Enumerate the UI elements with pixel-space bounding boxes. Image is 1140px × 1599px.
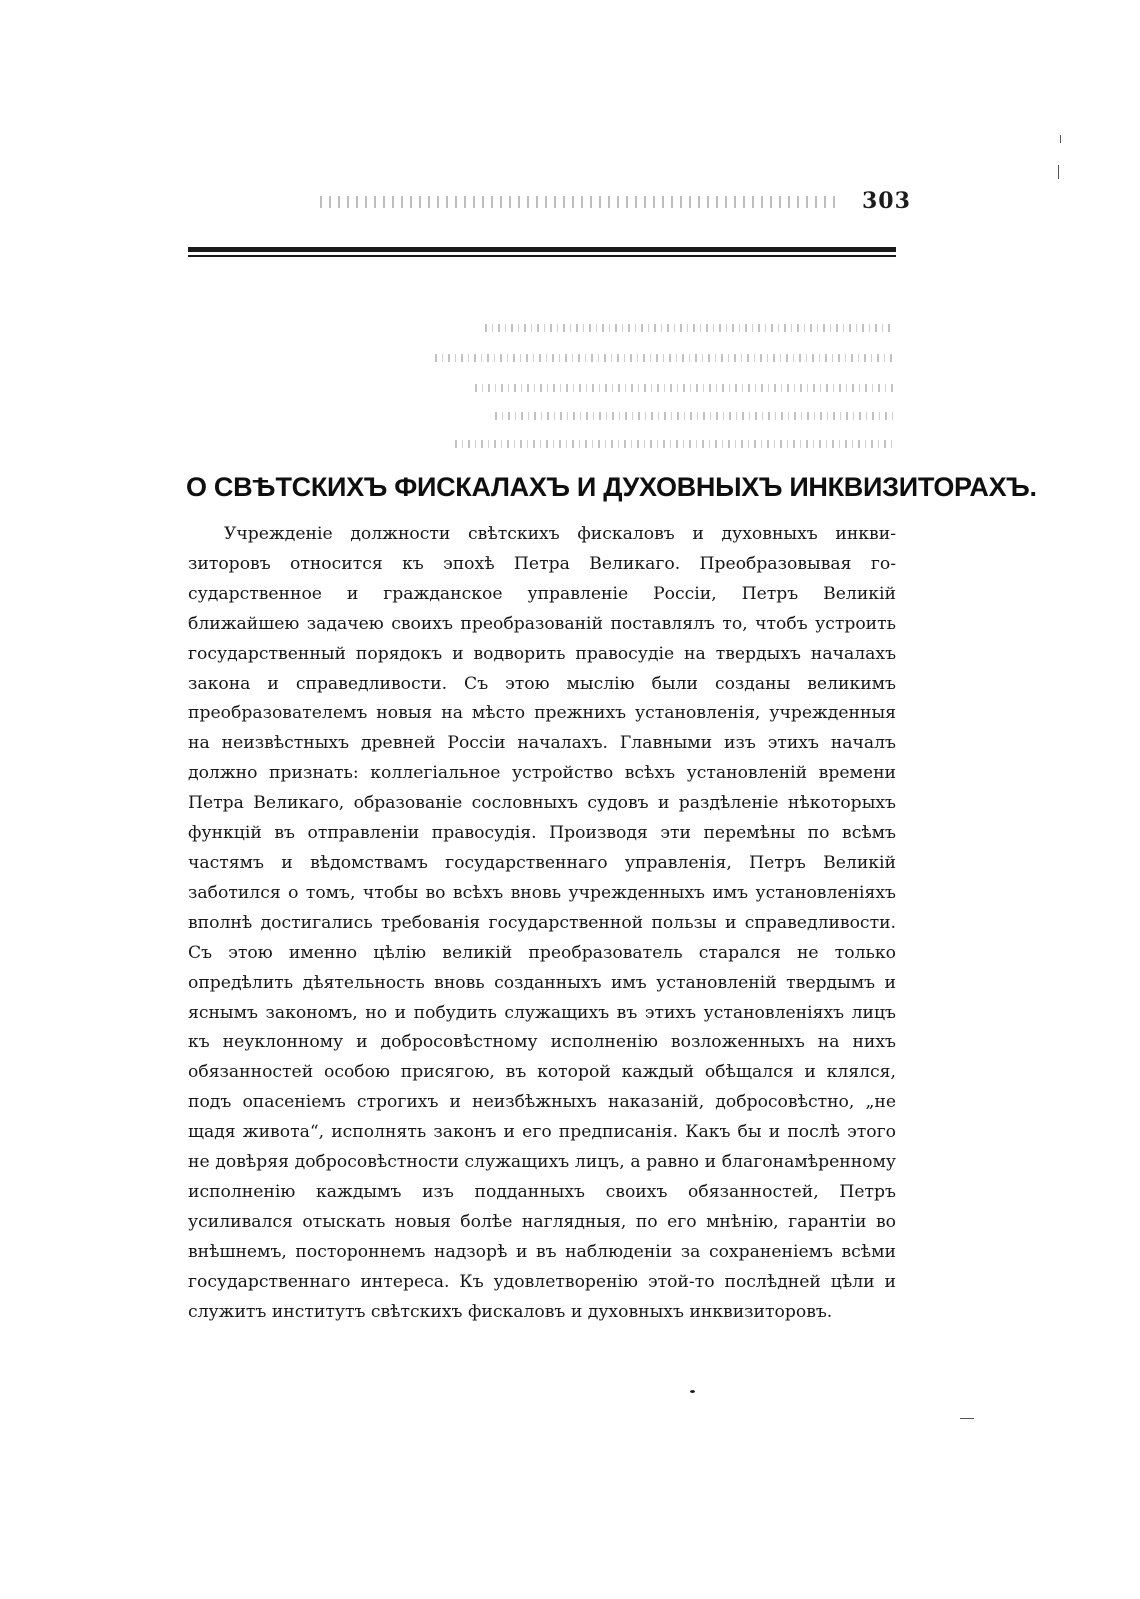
margin-mark xyxy=(1060,135,1061,143)
page-number: 303 xyxy=(862,188,911,214)
article-paragraph: Учрежденіе должности свѣтскихъ фискаловъ и духовныхъ инквизиторовъ относится къ эпохѣ Петра Великаго. Преобразовывая государственное и гражданское управленіе Россіи, Петръ Великій ближайшею задачею своихъ преобразованій поставлялъ то, чтобъ устроить государственный порядокъ и водворить правосудіе на твердыхъ началахъ закона и справедливости. Съ этою мыслію были созданы великимъ преобразователемъ новыя на мѣсто прежнихъ установленія, учрежденныя на неизвѣстныхъ древней Россіи началахъ. Главными изъ этихъ началъ должно признать: коллегіальное устройство всѣхъ установленій времени Петра Великаго, образованіе сословныхъ судовъ и раздѣленіе нѣкоторыхъ функцій въ отправленіи правосудія. Производя эти перемѣны по всѣмъ частямъ и вѣдомствамъ государственнаго управленія, Петръ Великій заботился о томъ, чтобы во всѣхъ вновь учрежденныхъ имъ установленіяхъ вполнѣ достигались требованія государственной пользы и справедливости. Съ этою именно цѣлію великій преобразователь старался не только опредѣлить дѣятельность вновь созданныхъ имъ установленій твердымъ и яснымъ закономъ, но и побудить служащихъ въ этихъ установленіяхъ лицъ къ неуклонному и добросовѣстному исполненію возложенныхъ на нихъ обязанностей особою присягою, въ которой каждый обѣщался и клялся, подъ опасеніемъ строгихъ и неизбѣжныхъ наказаній, добросовѣстно, „не щадя живота“, исполнять законъ и его предписанія. Какъ бы и послѣ этого не довѣряя добросовѣстности служащихъ лицъ, а равно и благонамѣренному исполненію каждымъ изъ подданныхъ своихъ обязанностей, Петръ усиливался отыскать новыя болѣе наглядныя, по его мнѣнію, гарантіи во внѣшнемъ, постороннемъ надзорѣ и въ наблюденіи за сохраненіемъ всѣми государственнаго интереса. Къ удовлетворенію этой-то послѣдней цѣли и служитъ институтъ свѣтскихъ фискаловъ и духовныхъ инквизиторовъ. xyxy=(188,524,896,1322)
article-title: О СВѢТСКИХЪ ФИСКАЛАХЪ И ДУХОВНЫХЪ ИНКВИЗИТОРАХЪ. xyxy=(186,472,1037,502)
bleed-through-running-header xyxy=(320,196,840,208)
margin-mark xyxy=(960,1418,974,1419)
header-rule-thick xyxy=(188,247,896,252)
header-rule-thin xyxy=(188,255,896,257)
margin-mark xyxy=(1058,165,1059,179)
ink-speck xyxy=(690,1390,695,1393)
bleed-through-text xyxy=(195,318,895,458)
